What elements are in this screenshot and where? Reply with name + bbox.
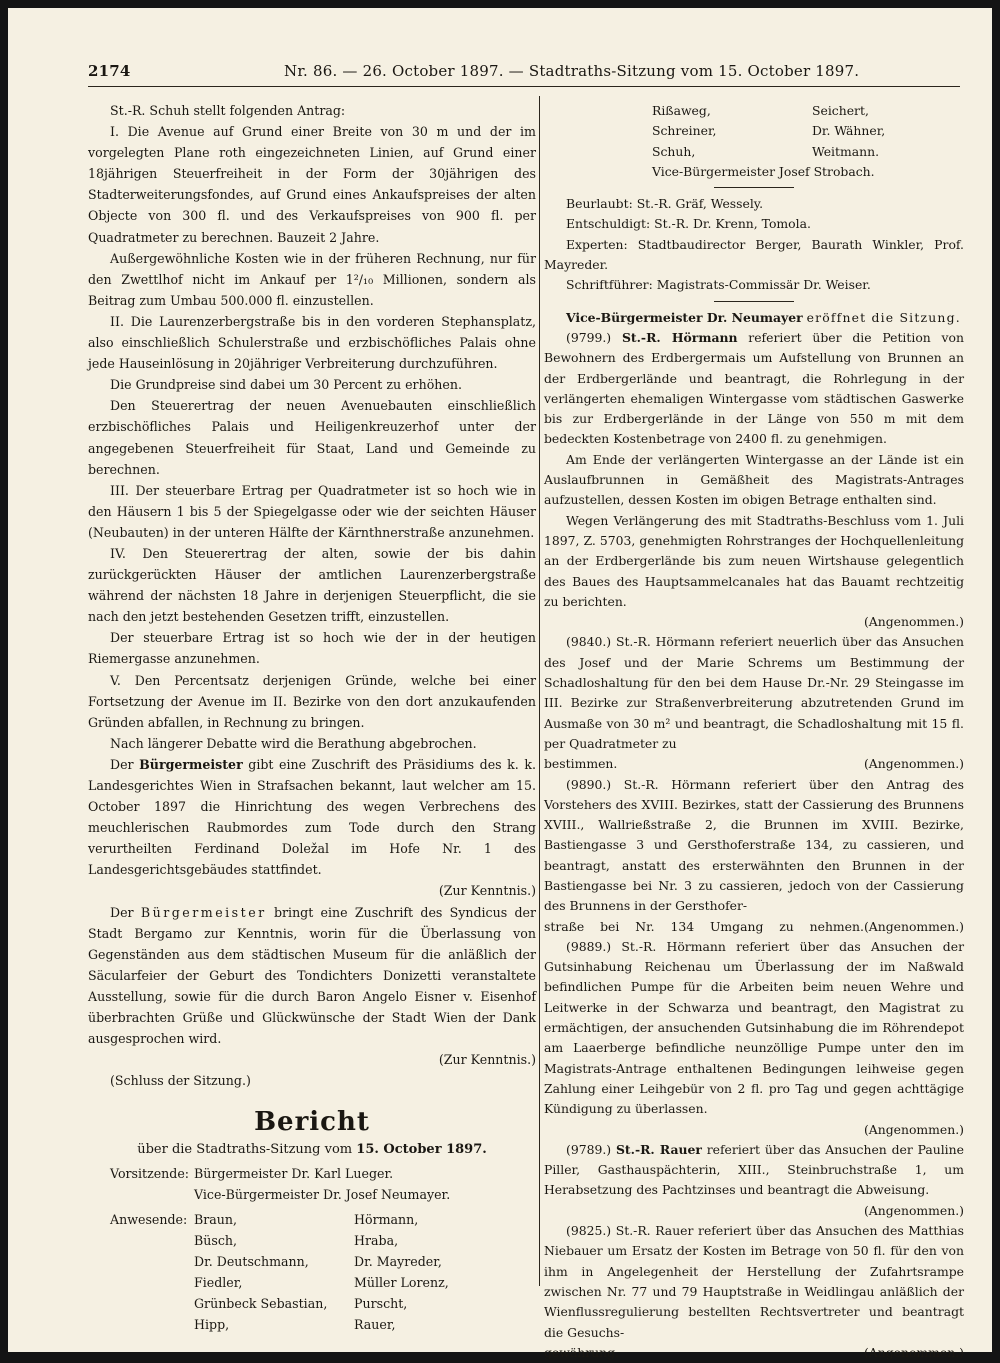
anwesende-name: Weitmann. bbox=[812, 143, 880, 159]
vice-buergermeister-line: Vice-Bürgermeister Josef Strobach. bbox=[652, 163, 875, 179]
anwesende-name: Seichert, bbox=[812, 103, 869, 118]
item-9889: (9889.) St.-R. Hörmann referiert über das Ansuchen der Gutsinhabung Reichenau um Überlassung der im Naßwald befindlichen Pumpe für die Arbeiten beim neuen Wehre und Leitwerke in der Schwarza und beantragt, den Magistrat zu ermächtigen, der ansuchenden Gutsinhabung die im Röhrendepot am Laaerberge befindliche neunzöllige Pumpe unter den im Magistrats-Antrage enthaltenen Bedingungen leihweise gegen Zahlung einer Leihgebür von 2 fl. pro Tag und gegen achttägige Kündigung zu überlassen. bbox=[544, 938, 964, 1117]
antrag-point-2c: Den Steuerertrag der neuen Avenuebauten einschließlich erzbischöfliches Palais und Heiligenkreuzerhof unter der angegebenen Steuerfreiheit für Staat, Land und Gemeinde zu berechnen. bbox=[88, 398, 536, 477]
section-rule bbox=[714, 301, 794, 302]
antrag-point-3: III. Der steuerbare Ertrag per Quadratmeter ist so hoch wie in den Häusern 1 bis 5 der Spiegelgasse oder wie der seichten Häuser (Neubauten) in der unteren Hälfte der Kärnthnerstraße anzunehmen. bbox=[88, 482, 536, 540]
anwesende-name: Grünbeck Sebastian, bbox=[194, 1296, 328, 1312]
beurlaubt-line: Beurlaubt: St.-R. Gräf, Wessely. bbox=[566, 196, 764, 212]
opening-name: Vice-Bürgermeister Dr. Neumayer bbox=[566, 309, 803, 325]
kenntnis-note-2: (Zur Kenntnis.) bbox=[438, 1052, 536, 1068]
angenommen-note: (Angenommen.) bbox=[863, 756, 964, 772]
anwesende-name: Büsch, bbox=[194, 1232, 237, 1248]
left-column bbox=[88, 100, 536, 1335]
vorsitzende-1: Bürgermeister Dr. Karl Lueger. bbox=[194, 1165, 394, 1181]
schuh-intro: St.-R. Schuh stellt folgenden Antrag: bbox=[110, 103, 346, 118]
opening-line: Vice-Bürgermeister Dr. Neumayer eröffnet die Sitzung. bbox=[566, 309, 961, 325]
anwesende-name: Hipp, bbox=[194, 1317, 230, 1333]
running-title: Nr. 86. — 26. October 1897. — Stadtraths-Sitzung vom 15. October 1897. bbox=[284, 62, 860, 80]
schriftfuehrer-line: Schriftführer: Magistrats-Commissär Dr. Weiser. bbox=[566, 277, 871, 293]
anwesende-name: Hraba, bbox=[354, 1232, 399, 1248]
buergermeister-name: Bürgermeister bbox=[139, 756, 243, 772]
antrag-point-1: I. Die Avenue auf Grund einer Breite von 30 m und der im vorgelegten Plane roth eingezeichneten Linien, auf Grund einer 18jährigen Steuerfreiheit in der Form der 30jährigen des Stadterweiterungsfondes, auf Grund eines Ankaufspreises der alten Objecte von 300 fl. und des Verkaufspreises von 900 fl. per Quadratmeter zu berechnen. Bauzeit 2 Jahre. bbox=[88, 124, 536, 245]
anwesende-name: Braun, bbox=[194, 1211, 238, 1227]
newspaper-page bbox=[8, 8, 992, 1360]
anwesende-name: Schuh, bbox=[652, 143, 696, 159]
antrag-point-2b: Die Grundpreise sind dabei um 30 Percent zu erhöhen. bbox=[110, 377, 462, 393]
anwesende-name: Hörmann, bbox=[354, 1211, 419, 1227]
buergermeister-zuschrift-2: Der Bürgermeister bringt eine Zuschrift des Syndicus der Stadt Bergamo zur Kenntnis, worin für die Überlassung von Gegenständen aus dem städtischen Museum für die anläßlich der Säcularfeier der Geburt des Tondichters Donizetti veranstaltete Ausstellung, sowie für die durch Baron Angelo Eisner v. Eisenhof überbrachten Grüße und Glückwünsche der Stadt Wien der Dank ausgesprochen wird. bbox=[88, 904, 536, 1047]
item-9799-b: Am Ende der verlängerten Wintergasse an der Lände ist ein Auslaufbrunnen in Gemäßheit des Magistrats-Antrages aufzustellen, dessen Kosten im obigen Betrage enthalten sind. bbox=[544, 451, 964, 508]
debate-note: Nach längerer Debatte wird die Berathung abgebrochen. bbox=[110, 735, 477, 751]
antrag-point-1b: Außergewöhnliche Kosten wie in der früheren Rechnung, nur für den Zwettlhof nicht im Ankauf per 1²/₁₀ Millionen, sondern als Beitrag zum Umbau 500.000 fl. einzustellen. bbox=[88, 250, 536, 308]
anwesende-name: Purscht, bbox=[354, 1296, 408, 1312]
anwesende-name: Dr. Wähner, bbox=[812, 123, 886, 139]
kenntnis-note-1: (Zur Kenntnis.) bbox=[438, 883, 536, 899]
anwesende-name: Fiedler, bbox=[194, 1274, 243, 1290]
section-rule bbox=[714, 187, 794, 188]
angenommen-note: (Angenommen.) bbox=[863, 614, 964, 630]
item-9890: (9890.) St.-R. Hörmann referiert über den Antrag des Vorstehers des XVIII. Bezirkes, statt der Cassierung des Brunnens XVIII., Wallrießstraße 2, die Brunnen im XVIII. Bezirke, Bastiengasse 3 und Gersthoferstraße 134, zu cassieren, und beantragt, anstatt des ersterwähnten den Brunnen in der Bastiengasse bei Nr. 3 zu cassieren, jedoch von der Cassierung des Brunnens in der Gersthofer- bbox=[544, 776, 964, 914]
page-number: 2174 bbox=[88, 62, 131, 80]
antrag-point-5: V. Den Percentsatz derjenigen Gründe, welche bei einer Fortsetzung der Avenue im II. Bezirke von den dort anzukaufenden Gründen abfallen, in Rechnung zu bringen. bbox=[88, 672, 536, 730]
bericht-title: Bericht bbox=[254, 1107, 370, 1138]
anwesende-table bbox=[88, 1209, 536, 1336]
anwesende-name: Müller Lorenz, bbox=[354, 1274, 449, 1290]
page-header bbox=[88, 58, 948, 88]
entschuldigt-line: Entschuldigt: St.-R. Dr. Krenn, Tomola. bbox=[566, 216, 811, 232]
anwesende-name: Rißaweg, bbox=[652, 103, 711, 118]
anwesende-label: Anwesende: bbox=[110, 1211, 188, 1227]
item-9799: (9799.) St.-R. Hörmann referiert über die Petition von Bewohnern des Erdbergermais um Aufstellung von Brunnen an der Erdbergerlände und beantragt, die Rohrlegung in der verlängerten ehemaligen Wintergasse vom städtischen Gaswerke bis zur Erdbergerlände in der Länge von 550 m mit dem bedeckten Kostenbetrage von 2400 fl. zu genehmigen. bbox=[544, 329, 964, 447]
right-column bbox=[544, 101, 964, 1363]
vorsitzende-table bbox=[88, 1163, 536, 1205]
angenommen-note: (Angenommen.) bbox=[863, 1344, 964, 1360]
vorsitzende-2: Vice-Bürgermeister Dr. Josef Neumayer. bbox=[194, 1186, 451, 1202]
session-end: (Schluss der Sitzung.) bbox=[110, 1073, 251, 1089]
item-9890-end: straße bei Nr. 134 Umgang zu nehmen. (Angenommen.) bbox=[544, 917, 964, 937]
header-rule bbox=[88, 86, 960, 87]
antrag-point-2: II. Die Laurenzerbergstraße bis in den vorderen Stephansplatz, also einschließlich Schulerstraße und erzbischöfliches Palais ohne jede Hauseinlösung in 20jähriger Verbreiterung durchzuführen. bbox=[88, 313, 536, 372]
anwesende-name: Schreiner, bbox=[652, 123, 717, 139]
antrag-point-4: IV. Den Steuerertrag der alten, sowie der bis dahin zurückgerückten Häuser der amtlichen Laurenzerbergstraße während der nächsten 18 Jahre in derjenigen Steuerpflicht, die sie nach den jetzt bestehenden Gesetzen trifft, einzustellen. bbox=[88, 545, 536, 625]
experten-line: Experten: Stadtbaudirector Berger, Baurath Winkler, Prof. Mayreder. bbox=[544, 236, 964, 273]
anwesende-continued bbox=[544, 101, 964, 182]
anwesende-name: Rauer, bbox=[354, 1317, 396, 1333]
column-divider bbox=[539, 96, 540, 1286]
angenommen-note: (Angenommen.) bbox=[863, 1202, 964, 1218]
item-9840: (9840.) St.-R. Hörmann referiert neuerlich über das Ansuchen des Josef und der Marie Schrems um Bestimmung der Schadloshaltung für den bei dem Hause Dr.-Nr. 29 Steingasse im III. Bezirke zur Straßenverbreiterung abzutretenden Grund im Ausmaße von 30 m² und beantragt, die Schadloshaltung mit 15 fl. per Quadratmeter zu bbox=[544, 634, 964, 751]
item-9799-c: Wegen Verlängerung des mit Stadtraths-Beschluss vom 1. Juli 1897, Z. 5703, genehmigten Rohrstranges der Hochquellenleitung an der Erdbergerlände bis zum neuen Wirtshause gelegentlich des Baues des Hauptsammelcanales hat das Bauamt rechtzeitig zu berichten. bbox=[544, 512, 964, 609]
buergermeister-zuschrift-1: Der Bürgermeister gibt eine Zuschrift des Präsidiums des k. k. Landesgerichtes Wien in Strafsachen bekannt, laut welcher am 15. October 1897 die Hinrichtung des wegen Verbrechens des meuchlerischen Raubmordes zum Tode durch den Strang verurtheilten Ferdinand Doležal im Hofe Nr. 1 des Landesgerichtsgebäudes stattfindet. bbox=[88, 756, 536, 878]
anwesende-name: Dr. Deutschmann, bbox=[194, 1253, 309, 1269]
anwesende-name: Dr. Mayreder, bbox=[354, 1253, 442, 1269]
bericht-subtitle: über die Stadtraths-Sitzung vom 15. October 1897. bbox=[137, 1142, 487, 1158]
item-9789: (9789.) St.-R. Rauer referiert über das Ansuchen der Pauline Piller, Gasthauspächterin, XIII., Steinbruchstraße 1, um Herabsetzung des Pachtzinses und beantragt die Abweisung. bbox=[544, 1141, 964, 1198]
item-9840-end: bestimmen. (Angenommen.) bbox=[544, 754, 964, 774]
antrag-point-4b: Der steuerbare Ertrag ist so hoch wie der in der heutigen Riemergasse anzunehmen. bbox=[88, 630, 536, 667]
angenommen-note: (Angenommen.) bbox=[863, 918, 964, 934]
item-9825: (9825.) St.-R. Rauer referiert über das Ansuchen des Matthias Niebauer um Ersatz der Kosten im Betrage von 50 fl. für den von ihm in Angelegenheit der Herstellung der Zufahrtsrampe zwischen Nr. 77 und 79 Hauptstraße in Weidlingau anläßlich der Wienflussregulierung bestellten Rechtsvertreter und beantragt die Gesuchs- bbox=[544, 1223, 964, 1340]
angenommen-note: (Angenommen.) bbox=[863, 1121, 964, 1137]
item-9825-end: gewährung. (Angenommen.) bbox=[544, 1343, 964, 1363]
vorsitzende-label: Vorsitzende: bbox=[110, 1165, 190, 1181]
